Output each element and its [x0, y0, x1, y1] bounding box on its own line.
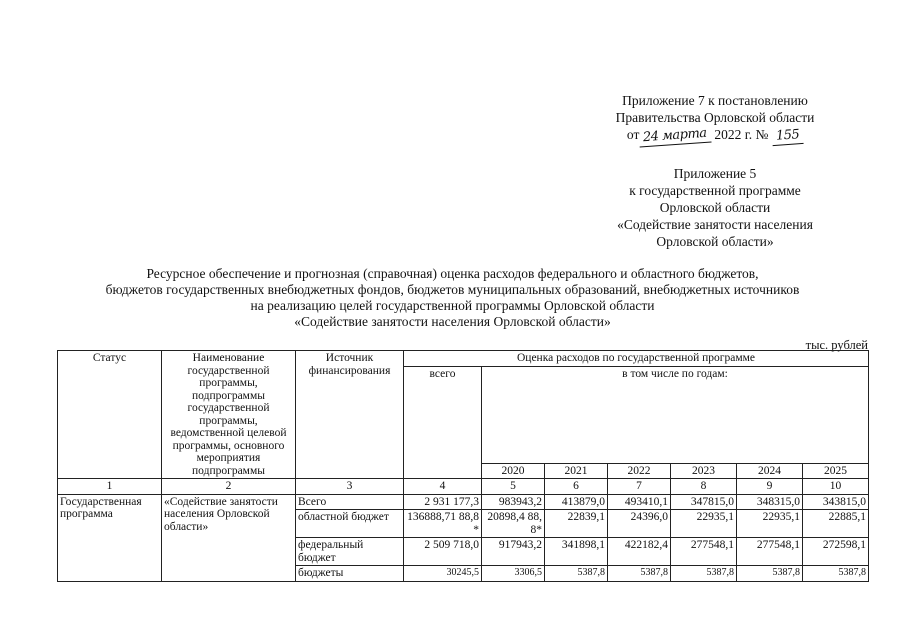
document-title [40, 266, 865, 330]
value-cell: 22935,1 [737, 510, 803, 538]
value-cell: 5387,8 [608, 566, 671, 582]
value-cell: 983943,2 [482, 494, 545, 510]
handwritten-date: 24 марта [639, 125, 712, 148]
header-year-2020: 2020 [482, 463, 545, 479]
value-cell: 493410,1 [608, 494, 671, 510]
value-cell: 20898,4 88,8* [482, 510, 545, 538]
value-cell: 348315,0 [737, 494, 803, 510]
header-estimate: Оценка расходов по государственной программе [404, 351, 869, 367]
column-number-row [58, 479, 869, 495]
col-number: 1 [58, 479, 162, 495]
title-line4: «Содействие занятости населения Орловской области» [294, 314, 611, 329]
header-name: Наименование государственной программы, подпрограммы государственной программы, ведомственной целевой программы, основного мероприятия подпрограммы [162, 351, 296, 479]
title-line3: на реализацию целей государственной программы Орловской области [250, 298, 655, 313]
value-cell: 2 931 177,3 [404, 494, 482, 510]
col-number: 7 [608, 479, 671, 495]
value-cell: 917943,2 [482, 538, 545, 566]
title-line1: Ресурсное обеспечение и прогнозная (справочная) оценка расходов федерального и областного бюджетов, [146, 266, 759, 281]
from-prefix: от [626, 127, 640, 142]
source-cell: Всего [296, 494, 404, 510]
col-number: 3 [296, 479, 404, 495]
col-number: 8 [671, 479, 737, 495]
status-cell: Государственная программа [58, 494, 162, 581]
source-cell: бюджеты [296, 566, 404, 582]
header-year-2021: 2021 [545, 463, 608, 479]
table-row [58, 494, 869, 510]
appendix-5-line4: «Содействие занятости населения [617, 217, 813, 232]
budget-table [57, 350, 869, 582]
col-number: 9 [737, 479, 803, 495]
handwritten-number: 155 [771, 126, 804, 146]
value-cell: 341898,1 [545, 538, 608, 566]
value-cell: 30245,5 [404, 566, 482, 582]
header-year-2024: 2024 [737, 463, 803, 479]
value-cell: 5387,8 [737, 566, 803, 582]
col-number: 10 [803, 479, 869, 495]
header-source: Источник финансирования [296, 351, 404, 479]
value-cell: 2 509 718,0 [404, 538, 482, 566]
header-year-2022: 2022 [608, 463, 671, 479]
appendix-5-line5: Орловской области» [656, 234, 774, 249]
col-number: 5 [482, 479, 545, 495]
value-cell: 277548,1 [737, 538, 803, 566]
appendix-7-line2: Правительства Орловской области [615, 110, 815, 125]
value-cell: 22839,1 [545, 510, 608, 538]
value-cell: 422182,4 [608, 538, 671, 566]
value-cell: 343815,0 [803, 494, 869, 510]
value-cell: 3306,5 [482, 566, 545, 582]
value-cell: 5387,8 [803, 566, 869, 582]
header-status: Статус [58, 351, 162, 479]
header-year-2025: 2025 [803, 463, 869, 479]
year-text: 2022 г. № [714, 127, 769, 142]
value-cell: 413879,0 [545, 494, 608, 510]
appendix-7-date-line [560, 126, 870, 145]
appendix-5-block [560, 165, 870, 250]
appendix-5-line1: Приложение 5 [673, 166, 757, 181]
value-cell: 272598,1 [803, 538, 869, 566]
appendix-7-block [560, 92, 870, 145]
appendix-5-line2: к государственной программе [629, 183, 801, 198]
col-number: 4 [404, 479, 482, 495]
value-cell: 5387,8 [671, 566, 737, 582]
col-number: 6 [545, 479, 608, 495]
col-number: 2 [162, 479, 296, 495]
source-cell: областной бюджет [296, 510, 404, 538]
units-label: тыс. рублей [805, 338, 868, 352]
value-cell: 136888,71 88,8* [404, 510, 482, 538]
header-row-1 [58, 351, 869, 367]
value-cell: 277548,1 [671, 538, 737, 566]
program-name-cell: «Содействие занятости населения Орловской области» [162, 494, 296, 581]
appendix-7-line1: Приложение 7 к постановлению [622, 93, 808, 108]
value-cell: 347815,0 [671, 494, 737, 510]
header-by-years: в том числе по годам: [482, 366, 869, 463]
appendix-5-line3: Орловской области [659, 200, 771, 215]
title-line2: бюджетов государственных внебюджетных фондов, бюджетов муниципальных образований, внебюджетных источников [105, 282, 800, 297]
value-cell: 5387,8 [545, 566, 608, 582]
source-cell: федеральный бюджет [296, 538, 404, 566]
value-cell: 24396,0 [608, 510, 671, 538]
header-total: всего [404, 366, 482, 479]
value-cell: 22885,1 [803, 510, 869, 538]
value-cell: 22935,1 [671, 510, 737, 538]
header-year-2023: 2023 [671, 463, 737, 479]
